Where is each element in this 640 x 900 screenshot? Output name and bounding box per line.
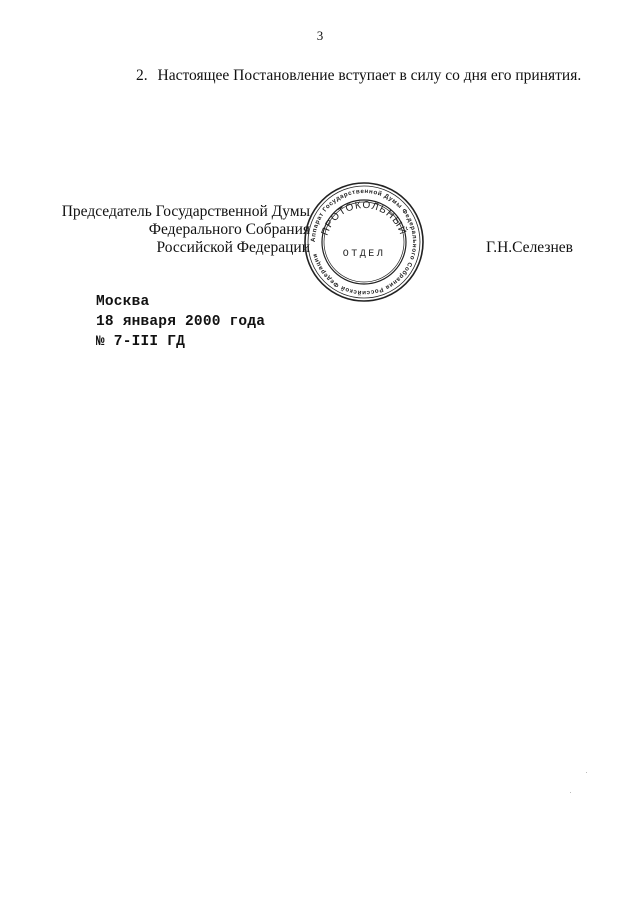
signatory-title-line: Российской Федерации <box>156 239 310 256</box>
signatory-name: Г.Н.Селезнев <box>486 239 573 256</box>
page-number: 3 <box>316 28 324 43</box>
scan-speck <box>570 792 571 793</box>
resolution-clause <box>136 67 581 85</box>
official-seal <box>302 180 426 304</box>
clause-text: Настоящее Постановление вступает в силу со дня его принятия. <box>157 67 582 84</box>
scan-speck <box>586 772 587 773</box>
signatory-title-line: Председатель Государственной Думы <box>61 203 310 220</box>
place-date-block <box>96 292 265 352</box>
city: Москва <box>96 294 150 310</box>
seal-inner-top-text: ПРОТОКОЛЬНЫЙ <box>319 199 409 238</box>
seal-outer-text: Аппарат Государственной Думы Федерального Собрания Российской Федерации <box>309 187 419 297</box>
signatory-title-line: Федерального Собрания <box>148 221 310 238</box>
clause-number: 2. <box>136 67 148 84</box>
document-number: № 7-III ГД <box>96 334 186 350</box>
signatory-title <box>60 203 310 257</box>
seal-inner-bottom-text: ОТДЕЛ <box>342 249 386 260</box>
date: 18 января 2000 года <box>96 314 266 330</box>
